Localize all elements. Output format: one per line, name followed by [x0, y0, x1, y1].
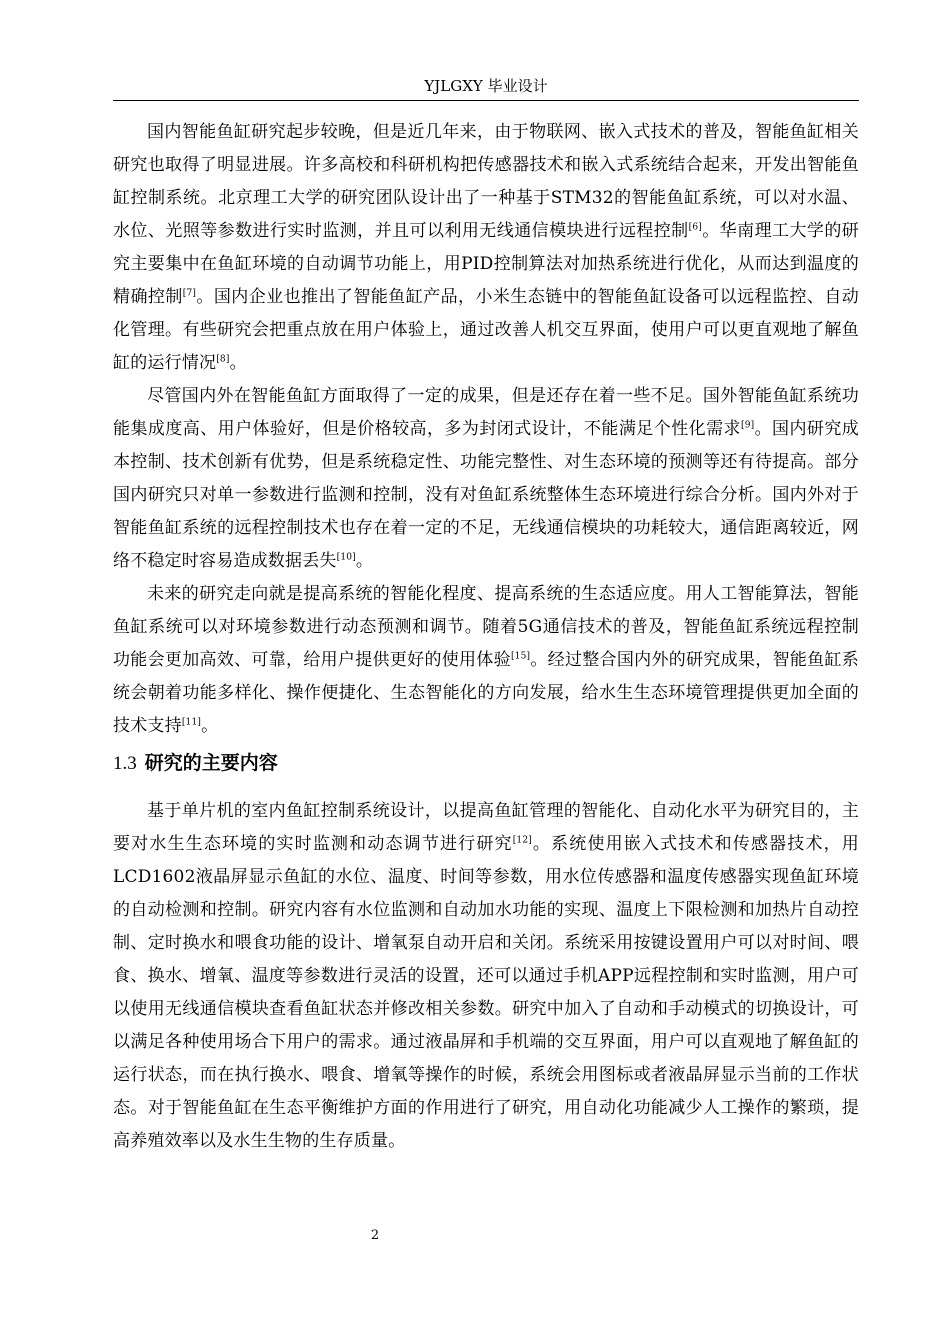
- paragraph-text: 。国内研究成本控制、技术创新有优势，但是系统稳定性、功能完整性、对生态环境的预测等还有待提高。部分国内研究只对单一参数进行监测和控制，没有对鱼缸系统整体生态环境进行综合分析。国内外对于智能鱼缸系统的远程控制技术也存在着一定的不足，无线通信模块的功耗较大，通信距离较近，网络不稳定时容易造成数据丢失: [113, 419, 860, 571]
- paragraph-text: 基于单片机的室内鱼缸控制系统设计，以提高鱼缸管理的智能化、自动化水平为研究目的，主要对水生生态环境的实时监测和动态调节进行研究: [113, 801, 859, 854]
- citation: [12]: [512, 835, 532, 846]
- paragraph-text: 。: [355, 551, 374, 571]
- document-body: [113, 116, 859, 1158]
- citation: [9]: [740, 420, 755, 431]
- section-number: 1.3: [113, 753, 137, 774]
- citation: [8]: [216, 354, 230, 365]
- citation: [6]: [688, 222, 702, 233]
- paragraph-text: 。: [201, 716, 219, 736]
- paragraph-text: 。华南理工大学的研究主要集中在鱼缸环境的自动调节功能上，用PID控制算法对加热系统进行优化，从而达到温度的精确控制: [113, 221, 859, 307]
- paragraph-text: 。: [229, 353, 247, 373]
- section-title: 研究的主要内容: [144, 752, 278, 774]
- paragraph-future-direction: [113, 578, 859, 743]
- header-title: YJLGXY 毕业设计: [424, 77, 548, 95]
- paragraph-text: 。系统使用嵌入式技术和传感器技术，用LCD1602液晶屏显示鱼缸的水位、温度、时间等参数，用水位传感器和温度传感器实现鱼缸环境的自动检测和控制。研究内容有水位监测和自动加水功能的实现、温度上下限检测和加热片自动控制、定时换水和喂食功能的设计、增氧泵自动开启和关闭。系统采用按键设置用户可以对时间、喂食、换水、增氧、温度等参数进行灵活的设置，还可以通过手机APP远程控制和实时监测，用户可以使用无线通信模块查看鱼缸状态并修改相关参数。研究中加入了自动和手动模式的切换设计，可以满足各种使用场合下用户的需求。通过液晶屏和手机端的交互界面，用户可以直观地了解鱼缸的运行状态，而在执行换水、喂食、增氧等操作的时候，系统会用图标或者液晶屏显示当前的工作状态。对于智能鱼缸在生态平衡维护方面的作用进行了研究，用自动化功能减少人工操作的繁琐，提高养殖效率以及水生生物的生存质量。: [113, 834, 859, 1151]
- paragraph-main-content: [113, 795, 859, 1158]
- paragraph-domestic-research: [113, 116, 859, 380]
- page-number-text: 2: [370, 1228, 380, 1243]
- citation: [10]: [336, 552, 356, 563]
- page-number: [113, 1227, 637, 1245]
- section-heading: [113, 745, 859, 783]
- header-rule: [113, 100, 859, 101]
- citation: [11]: [181, 717, 202, 728]
- paragraph-text: 。经过整合国内外的研究成果，智能鱼缸系统会朝着功能多样化、操作便捷化、生态智能化的方向发展，给水生生态环境管理提供更加全面的技术支持: [113, 650, 859, 736]
- paragraph-shortcomings: [113, 380, 859, 578]
- paragraph-text: 。国内企业也推出了智能鱼缸产品，小米生态链中的智能鱼缸设备可以远程监控、自动化管理。有些研究会把重点放在用户体验上，通过改善人机交互界面，使用户可以更直观地了解鱼缸的运行情况: [113, 287, 859, 373]
- citation: [15]: [510, 651, 531, 662]
- paragraph-text: 国内智能鱼缸研究起步较晚，但是近几年来，由于物联网、嵌入式技术的普及，智能鱼缸相关研究也取得了明显进展。许多高校和科研机构把传感器技术和嵌入式系统结合起来，开发出智能鱼缸控制系统。北京理工大学的研究团队设计出了一种基于STM32的智能鱼缸系统，可以对水温、水位、光照等参数进行实时监测，并且可以利用无线通信模块进行远程控制: [113, 122, 859, 241]
- citation: [7]: [182, 288, 197, 299]
- paragraph-text: 未来的研究走向就是提高系统的智能化程度、提高系统的生态适应度。用人工智能算法，智能鱼缸系统可以对环境参数进行动态预测和调节。随着5G通信技术的普及，智能鱼缸系统远程控制功能会更加高效、可靠，给用户提供更好的使用体验: [113, 584, 859, 670]
- paragraph-text: 尽管国内外在智能鱼缸方面取得了一定的成果，但是还存在着一些不足。国外智能鱼缸系统功能集成度高、用户体验好，但是价格较高，多为封闭式设计，不能满足个性化需求: [113, 386, 859, 439]
- spacer: [113, 783, 859, 795]
- page-header: [113, 76, 859, 96]
